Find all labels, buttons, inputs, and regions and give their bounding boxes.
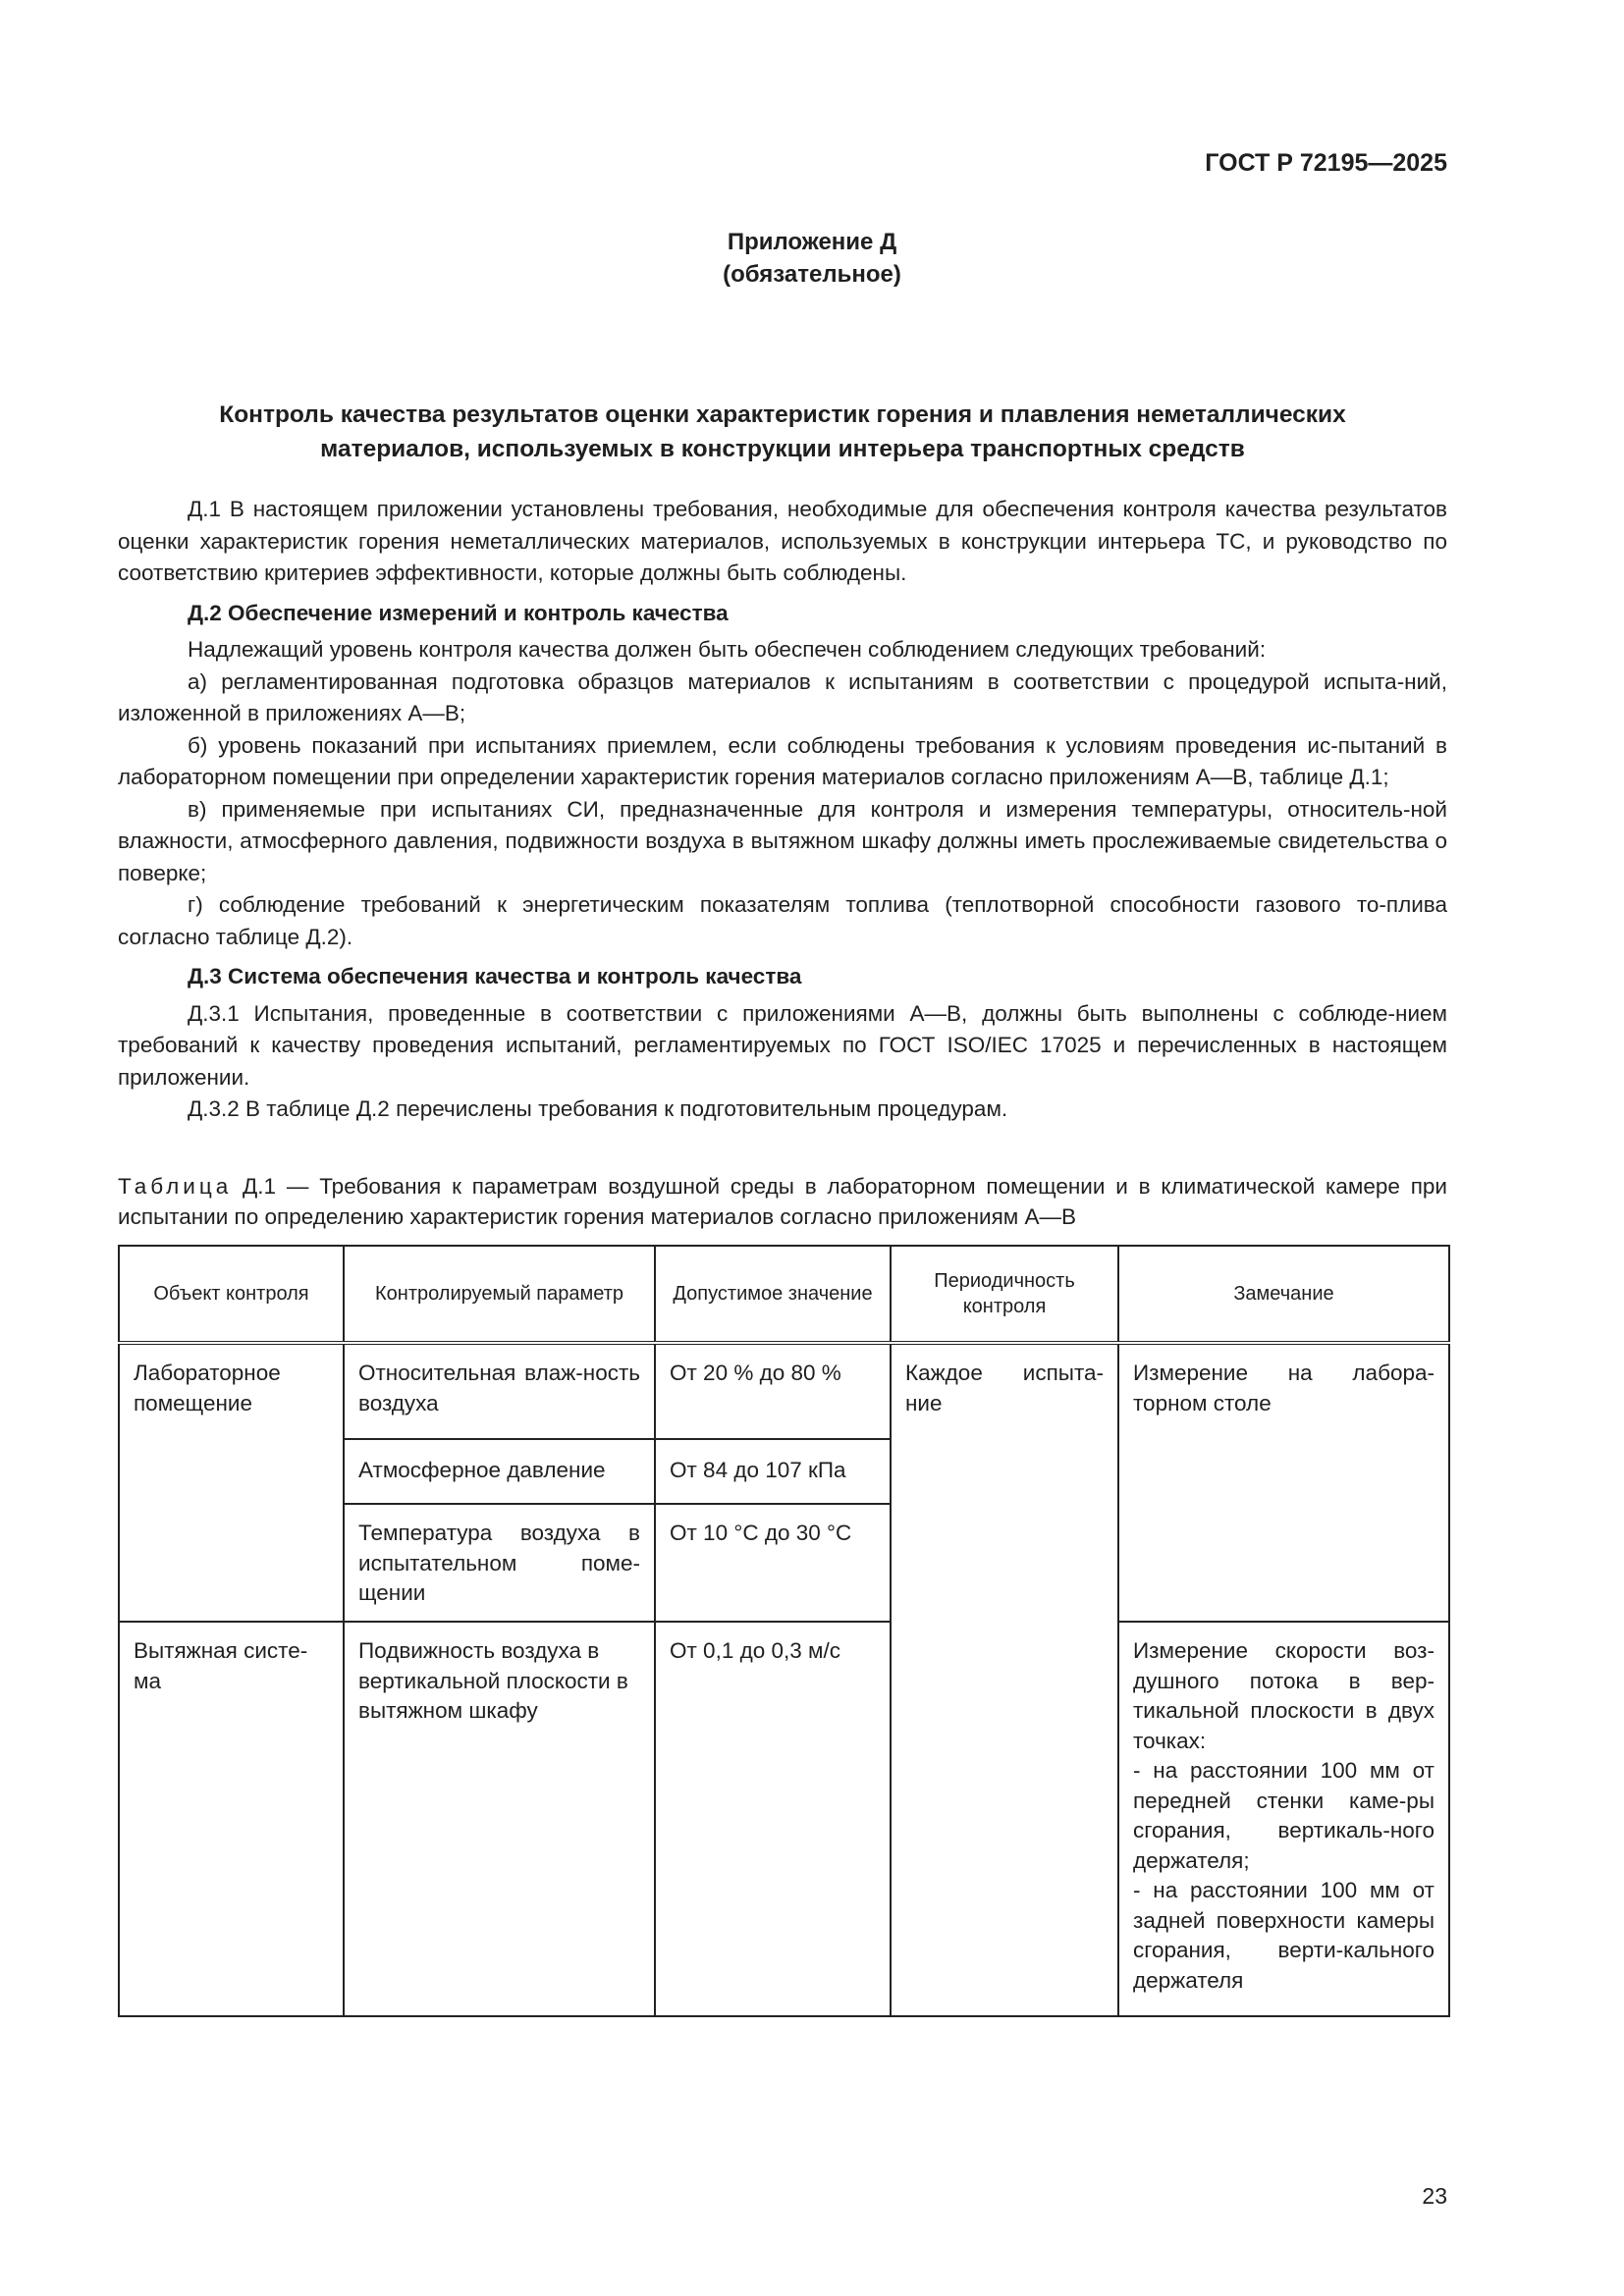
paragraph-d2-intro: Надлежащий уровень контроля качества должен быть обеспечен соблюдением следующих требований: [188,637,1267,662]
header-parameter: Контролируемый параметр [344,1246,655,1343]
cell-value: От 10 °C до 30 °C [655,1504,891,1622]
cell-note: Измерение на лабора-торном столе [1118,1343,1449,1622]
header-value: Допустимое значение [655,1246,891,1343]
page-number: 23 [1422,2183,1447,2209]
heading-d3: Д.3 Система обеспечения качества и контроль качества [188,964,802,988]
header-object: Объект контроля [119,1246,344,1343]
document-title [118,398,1447,466]
table-header-row [119,1246,1449,1343]
cell-parameter: Подвижность воздуха в вертикальной плоскости в вытяжном шкафу [344,1622,655,2016]
cell-parameter: Температура воздуха в испытательном поме-щении [344,1504,655,1622]
title-line-2: материалов, используемых в конструкции интерьера транспортных средств [320,436,1245,462]
cell-note: Измерение скорости воз-душного потока в вер-тикальной плоскости в двух точках: - на расстоянии 100 мм от передней стенки каме-ры сгорания, вертикаль-ного держателя; - на расстоянии 100 мм от задней поверхности камеры сгорания, верти-кального держателя [1118,1622,1449,2016]
paragraph-d2-a: а) регламентированная подготовка образцов материалов к испытаниям в соответствии с процедурой испыта-ний, изложенной в приложениях А—В; [118,668,1447,725]
paragraph-d2-g: г) соблюдение требований к энергетическим показателям топлива (теплотворной способности газового то-плива согласно таблице Д.2). [118,892,1447,949]
table-caption-label: Таблица [118,1174,233,1199]
cell-value: От 20 % до 80 % [655,1343,891,1439]
paragraph-d2-b: б) уровень показаний при испытаниях приемлем, если соблюдены требования к условиям проведения ис-пытаний в лабораторном помещении при определении характеристик горения материалов согласно приложениям А—В, таблице Д.1; [118,732,1447,789]
annex-title: Приложение Д [727,229,897,255]
title-line-1: Контроль качества результатов оценки характеристик горения и плавления неметаллических [219,401,1346,428]
cell-value: От 0,1 до 0,3 м/с [655,1622,891,2016]
cell-value: От 84 до 107 кПа [655,1439,891,1504]
paragraph-d3-1: Д.3.1 Испытания, проведенные в соответствии с приложениями А—В, должны быть выполнены с соблюде-нием требований к качеству проведения испытаний, регламентируемых по ГОСТ ISO/IEC 17025 и перечисленных в настоящем приложении. [118,1000,1447,1090]
cell-parameter: Атмосферное давление [344,1439,655,1504]
cell-period: Каждое испыта-ние [891,1343,1118,2016]
paragraph-d2-v: в) применяемые при испытаниях СИ, предназначенные для контроля и измерения температуры, относитель-ной влажности, атмосферного давления, подвижности воздуха в вытяжном шкафу должны иметь прослеживаемые свидетельства о поверке; [118,796,1447,885]
table-caption-text: Д.1 — Требования к параметрам воздушной среды в лабораторном помещении и в климатической камере при испытании по определению характеристик горения материалов согласно приложениям А—В [118,1174,1447,1229]
heading-d2: Д.2 Обеспечение измерений и контроль качества [188,600,729,625]
annex-status: (обязательное) [723,261,901,288]
annex-heading [0,226,1624,291]
standard-number: ГОСТ Р 72195—2025 [1205,149,1447,177]
document-body [118,494,1447,1126]
cell-parameter: Относительная влаж-ность воздуха [344,1343,655,1439]
table-row [119,1622,1449,2016]
cell-object: Вытяжная систе-ма [119,1622,344,2016]
header-note: Замечание [1118,1246,1449,1343]
table-row [119,1343,1449,1439]
paragraph-d1: Д.1 В настоящем приложении установлены требования, необходимые для обеспечения контроля качества результатов оценки характеристик горения неметаллических материалов, используемых в конструкции интерьера ТС, и руководство по соответствию критериев эффективности, которые должны быть соблюдены. [118,497,1447,585]
cell-object: Лабораторное помещение [119,1343,344,1622]
requirements-table [118,1245,1450,2017]
header-period: Периодичность контроля [891,1246,1118,1343]
table-caption [118,1171,1447,1232]
paragraph-d3-2: Д.3.2 В таблице Д.2 перечислены требования к подготовительным процедурам. [188,1096,1008,1121]
